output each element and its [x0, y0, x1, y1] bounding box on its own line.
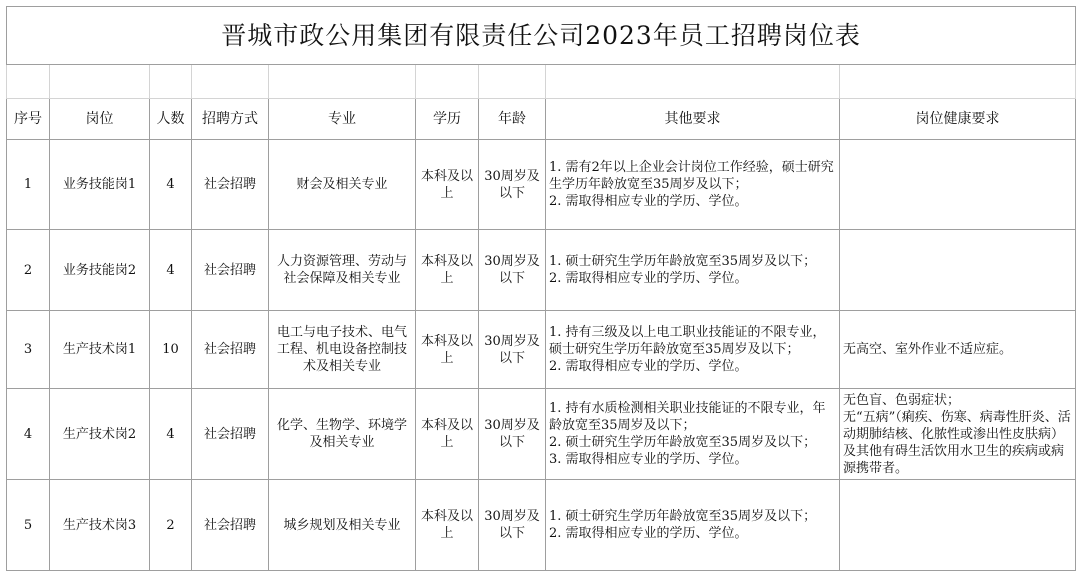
cell-health [840, 140, 1076, 230]
cell-index: 1 [7, 140, 50, 230]
other-line: 2. 硕士研究生学历年龄放宽至35周岁及以下； [549, 435, 817, 450]
cell-education: 本科及以上 [416, 230, 479, 311]
header-method: 招聘方式 [192, 99, 269, 140]
cell-position: 生产技术岗3 [50, 480, 150, 571]
cell-count: 2 [150, 480, 192, 571]
table-row [7, 311, 1076, 389]
health-line: 无色盲、色弱症状； [843, 392, 961, 408]
other-line: 1. 需有2年以上企业会计岗位工作经验，硕士研究生学历年龄放宽至35周岁及以下； [549, 160, 834, 192]
cell-education: 本科及以上 [416, 480, 479, 571]
cell-method: 社会招聘 [192, 140, 269, 230]
header-row [7, 99, 1076, 140]
header-position: 岗位 [50, 99, 150, 140]
cell-other [546, 311, 840, 389]
cell-index: 5 [7, 480, 50, 571]
cell-health: 无高空、室外作业不适应症。 [840, 311, 1076, 389]
cell-major: 财会及相关专业 [269, 140, 416, 230]
recruitment-table-sheet [6, 6, 1075, 571]
cell-health [840, 480, 1076, 571]
other-line: 3. 需取得相应专业的学历、学位。 [549, 452, 748, 467]
header-health: 岗位健康要求 [840, 99, 1076, 140]
cell-education: 本科及以上 [416, 389, 479, 480]
cell-major: 电工与电子技术、电气工程、机电设备控制技术及相关专业 [269, 311, 416, 389]
other-line: 2. 需取得相应专业的学历、学位。 [549, 194, 748, 209]
cell-method: 社会招聘 [192, 389, 269, 480]
recruitment-table [6, 6, 1076, 571]
cell-other [546, 140, 840, 230]
table-row [7, 140, 1076, 230]
cell-index: 3 [7, 311, 50, 389]
header-age: 年龄 [479, 99, 546, 140]
cell-other [546, 389, 840, 480]
cell-count: 4 [150, 230, 192, 311]
cell-other [546, 480, 840, 571]
header-education: 学历 [416, 99, 479, 140]
cell-position: 生产技术岗2 [50, 389, 150, 480]
cell-health [840, 389, 1076, 480]
cell-count: 10 [150, 311, 192, 389]
other-line: 2. 需取得相应专业的学历、学位。 [549, 271, 748, 286]
cell-age: 30周岁及以下 [479, 311, 546, 389]
cell-education: 本科及以上 [416, 140, 479, 230]
other-line: 1. 持有三级及以上电工职业技能证的不限专业，硕士研究生学历年龄放宽至35周岁及以下； [549, 325, 826, 357]
cell-major: 城乡规划及相关专业 [269, 480, 416, 571]
cell-health [840, 230, 1076, 311]
cell-method: 社会招聘 [192, 480, 269, 571]
other-line: 1. 硕士研究生学历年龄放宽至35周岁及以下； [549, 509, 817, 524]
cell-position: 生产技术岗1 [50, 311, 150, 389]
table-row [7, 230, 1076, 311]
header-other: 其他要求 [546, 99, 840, 140]
other-line: 1. 持有水质检测相关职业技能证的不限专业，年龄放宽至35周岁及以下； [549, 401, 826, 433]
header-count: 人数 [150, 99, 192, 140]
other-line: 1. 硕士研究生学历年龄放宽至35周岁及以下； [549, 254, 817, 269]
cell-age: 30周岁及以下 [479, 389, 546, 480]
header-index: 序号 [7, 99, 50, 140]
table-row [7, 480, 1076, 571]
cell-index: 4 [7, 389, 50, 480]
table-row [7, 389, 1076, 480]
health-line: 无“五病”（痢疾、伤寒、病毒性肝炎、活动期肺结核、化脓性或渗出性皮肤病）及其他有碍生活饮用水卫生的疾病或病源携带者。 [843, 409, 1071, 476]
other-line: 2. 需取得相应专业的学历、学位。 [549, 359, 748, 374]
cell-count: 4 [150, 389, 192, 480]
blank-row [7, 65, 1076, 99]
cell-age: 30周岁及以下 [479, 140, 546, 230]
cell-index: 2 [7, 230, 50, 311]
cell-other [546, 230, 840, 311]
cell-major: 人力资源管理、劳动与社会保障及相关专业 [269, 230, 416, 311]
cell-position: 业务技能岗2 [50, 230, 150, 311]
cell-count: 4 [150, 140, 192, 230]
other-line: 2. 需取得相应专业的学历、学位。 [549, 526, 748, 541]
cell-age: 30周岁及以下 [479, 230, 546, 311]
cell-education: 本科及以上 [416, 311, 479, 389]
header-major: 专业 [269, 99, 416, 140]
cell-major: 化学、生物学、环境学及相关专业 [269, 389, 416, 480]
cell-position: 业务技能岗1 [50, 140, 150, 230]
table-title: 晋城市政公用集团有限责任公司2023年员工招聘岗位表 [7, 7, 1076, 65]
cell-method: 社会招聘 [192, 311, 269, 389]
cell-method: 社会招聘 [192, 230, 269, 311]
cell-age: 30周岁及以下 [479, 480, 546, 571]
